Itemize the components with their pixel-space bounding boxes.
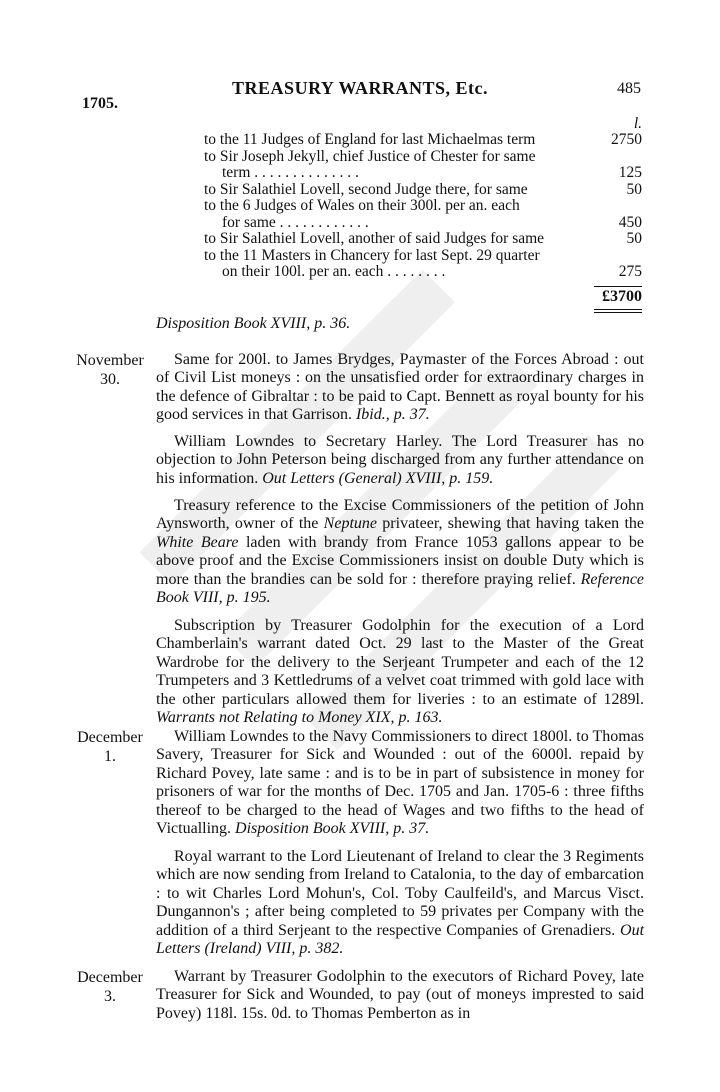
ship-name: White Beare	[156, 533, 239, 551]
entry-reference: Reference Book VIII, p. 195.	[156, 570, 645, 607]
date-december-1	[72, 728, 148, 766]
payment-row	[204, 264, 642, 281]
payments-total: £3700	[602, 288, 642, 305]
entry-text: William Lowndes to the Navy Commissioners to direct 1800l. to Thomas Savery, Treasurer for Sick and Wounded : out of the 6000l. repaid by Richard Povey, late same : and is to be in part of subsistence in money for prisoners of war for the months of Dec. 1705 and Jan. 1705-6 : three fifths thereof to be charged to the head of Wages and two fifths to the head of Victualling.	[156, 728, 644, 838]
ship-name: Neptune	[323, 515, 377, 533]
payment-row	[204, 182, 642, 199]
currency-unit-heading: l.	[633, 115, 642, 132]
entry-text: Warrant by Treasurer Godolphin to the executors of Richard Povey, late Treasurer for Sick and Wounded, to pay (out of moneys imprested to said Povey) 118l. 15s. 0d. to Thomas Pemberton as in	[156, 968, 644, 1022]
entry-reference: Ibid., p. 37.	[355, 406, 430, 424]
entry-aynsworth	[156, 497, 644, 607]
entry-trumpeters	[156, 617, 644, 727]
payment-row	[204, 165, 642, 182]
disposition-reference: Disposition Book XVIII, p. 36.	[156, 315, 351, 332]
date-november-30	[72, 351, 148, 389]
payment-amount: 50	[626, 230, 642, 247]
date-december-3	[72, 968, 148, 1006]
payment-amount: 125	[618, 164, 642, 181]
running-title: TREASURY WARRANTS, Etc.	[232, 78, 488, 98]
payment-amount: 2750	[611, 131, 642, 148]
payment-row	[204, 198, 642, 215]
entry-peterson	[156, 433, 644, 488]
payment-row	[204, 248, 642, 265]
entry-reference: Disposition Book XVIII, p. 37.	[235, 820, 430, 838]
payment-amount: 450	[618, 213, 642, 231]
payment-description: on their 100l. per an. each . . . . . . . .	[222, 263, 446, 280]
total-rule-bottom	[594, 309, 642, 310]
payments-table	[204, 116, 642, 281]
payment-description: to the 6 Judges of Wales on their 300l. per an. each	[204, 197, 520, 214]
payment-row	[204, 231, 642, 248]
payment-amount: 275	[618, 263, 642, 280]
date-day: 30.	[100, 371, 120, 388]
entry-reference: Warrants not Relating to Money XIX, p. 163.	[156, 709, 443, 727]
payment-amount: 50	[626, 180, 642, 198]
date-month: December	[77, 969, 143, 986]
payment-description: term . . . . . . . . . . . . . .	[222, 164, 359, 181]
payment-rows	[204, 132, 642, 281]
entry-savery	[156, 728, 644, 838]
payment-description: to Sir Salathiel Lovell, second Judge there, for same	[204, 180, 528, 198]
payment-description: to the 11 Judges of England for last Michaelmas term	[204, 131, 536, 148]
payment-description: to the 11 Masters in Chancery for last Sept. 29 quarter	[204, 246, 540, 264]
page-number: 485	[617, 80, 641, 97]
entry-text: Same for 200l. to James Brydges, Paymaster of the Forces Abroad : out of Civil List moneys : on the unsatisfied order for extraordinary charges in the defence of Gibraltar : to be paid to Capt. Bennett as royal bounty for his good services in that Garrison.	[156, 351, 644, 424]
payment-row	[204, 215, 642, 232]
total-rule-bottom-double	[594, 312, 642, 313]
entry-text: Royal warrant to the Lord Lieutenant of Ireland to clear the 3 Regiments which are now sending from Ireland to Catalonia, to the day of embarcation : to wit Charles Lord Mohun's, Col. Toby Caulfeild's, and Marcus Visct. Dungannon's ; after being completed to 59 privates per Company with the addition of a third Serjeant to the respective Companies of Grenadiers.	[156, 848, 644, 939]
year-label: 1705.	[82, 95, 118, 112]
date-month: December	[77, 729, 143, 746]
payment-description: to Sir Joseph Jekyll, chief Justice of Chester for same	[204, 147, 536, 165]
entry-povey-executors	[156, 968, 644, 1023]
entry-brydges	[156, 351, 644, 425]
total-rule-top	[594, 286, 642, 287]
date-day: 1.	[104, 748, 116, 765]
payment-description: to Sir Salathiel Lovell, another of said Judges for same	[204, 230, 545, 247]
entry-text: Treasury reference to the Excise Commissioners of the petition of John Aynsworth, owner of the	[156, 497, 644, 533]
entry-ireland-regiments	[156, 848, 644, 958]
entry-text: William Lowndes to Secretary Harley. The Lord Treasurer has no objection to John Peterson being discharged from any further attendance on his information.	[156, 433, 644, 487]
payment-row	[204, 132, 642, 149]
payment-description: for same . . . . . . . . . . . .	[222, 213, 369, 231]
entry-reference: Out Letters (Ireland) VIII, p. 382.	[156, 921, 645, 958]
date-day: 3.	[104, 988, 116, 1005]
entry-text: Subscription by Treasurer Godolphin for the execution of a Lord Chamberlain's warrant dated Oct. 29 last to the Master of the Great Wardrobe for the delivery to the Serjeant Trumpeter and each of the 12 Trumpeters and 3 Kettledrums of a velvet coat trimmed with gold lace with the other particulars allowed them for liveries : to an estimate of 1289l.	[156, 617, 644, 708]
entry-text: laden with brandy from France 1053 gallons appear to be above proof and the Excise Commissioners insist on double Duty which is more than the brandies can be sold for : therefore praying relief.	[156, 533, 644, 588]
payment-row	[204, 149, 642, 166]
date-month: November	[76, 352, 144, 369]
entry-text: privateer, shewing that having taken the	[382, 515, 645, 533]
entry-reference: Out Letters (General) XVIII, p. 159.	[262, 469, 494, 487]
